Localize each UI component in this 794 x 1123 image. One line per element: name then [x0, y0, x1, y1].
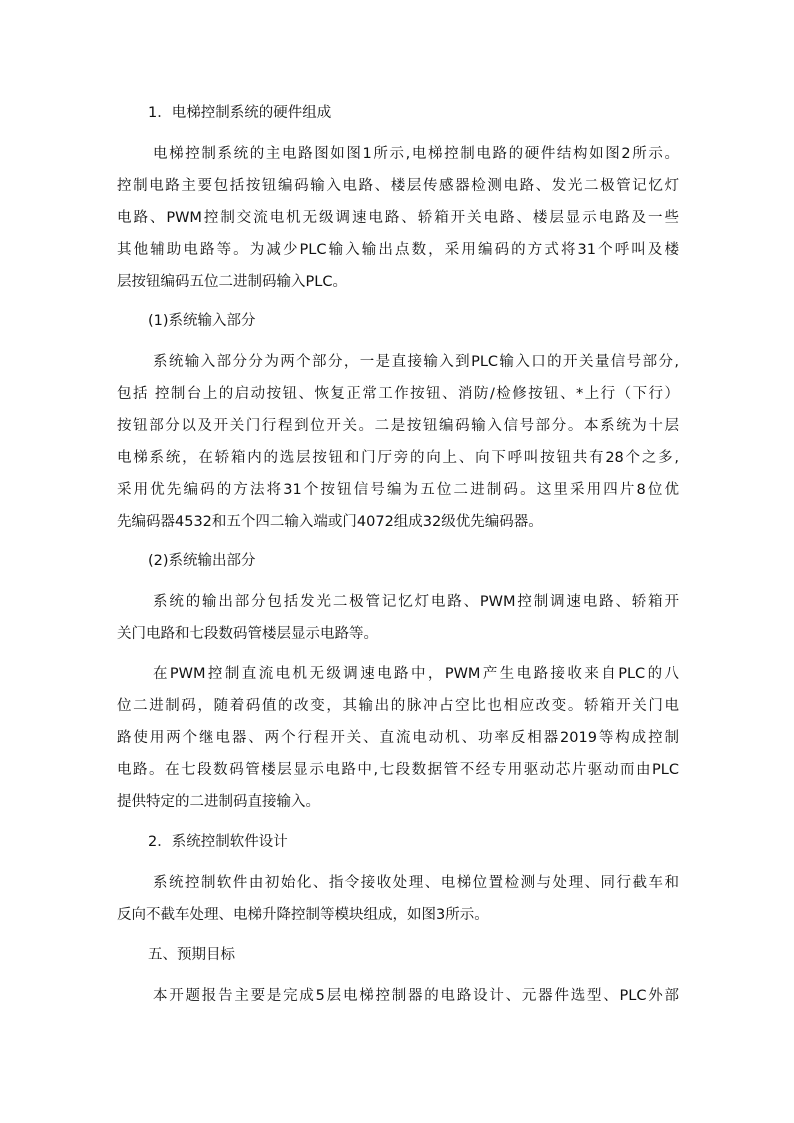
- section-heading-hardware: 1．电梯控制系统的硬件组成: [148, 105, 332, 121]
- paragraph-system-output: [117, 592, 679, 644]
- text-line: 按钮部分以及开关门行程到位开关。二是按钮编码输入信号部分。本系统为十层: [117, 418, 679, 434]
- text-line: 系统的输出部分包括发光二极管记忆灯电路、PWM控制调速电路、轿箱开: [153, 594, 679, 610]
- text-line: 采用优先编码的方法将31个按钮信号编为五位二进制码。这里采用四片8位优: [117, 482, 679, 498]
- text-line: 其他辅助电路等。为减少PLC输入输出点数，采用编码的方式将31个呼叫及楼: [117, 242, 679, 258]
- text-line: 系统输入部分分为两个部分，一是直接输入到PLC输入口的开关量信号部分,: [153, 354, 679, 370]
- subsection-heading-input: (1)系统输入部分: [148, 313, 256, 329]
- text-line: 电路。在七段数码管楼层显示电路中,七段数据管不经专用驱动芯片驱动而由PLC: [117, 762, 679, 778]
- text-line: 路使用两个继电器、两个行程开关、直流电动机、功率反相器2019等构成控制: [117, 730, 679, 746]
- text-line: 先编码器4532和五个四二输入端或门4072组成32级优先编码器。: [117, 514, 543, 530]
- paragraph-pwm-control: [117, 664, 679, 812]
- text-line: 反向不截车处理、电梯升降控制等模块组成，如图3所示。: [117, 907, 489, 923]
- text-line: 关门电路和七段数码管楼层显示电路等。: [117, 626, 378, 642]
- text-line: 本开题报告主要是完成5层电梯控制器的电路设计、元器件选型、PLC外部: [153, 988, 679, 1004]
- text-line: 在PWM控制直流电机无级调速电路中，PWM产生电路接收来自PLC的八: [153, 666, 679, 682]
- paragraph-expected-goals: [117, 986, 679, 1006]
- text-line: 电梯控制系统的主电路图如图1所示,电梯控制电路的硬件结构如图2所示。: [153, 146, 679, 162]
- text-line: 电路、PWM控制交流电机无级调速电路、轿箱开关电路、楼层显示电路及一些: [117, 210, 679, 226]
- text-line: 层按钮编码五位二进制码输入PLC。: [117, 274, 347, 290]
- text-line: 电梯系统，在轿箱内的选层按钮和门厅旁的向上、向下呼叫按钮共有28个之多,: [117, 450, 679, 466]
- text-line: 包括 控制台上的启动按钮、恢复正常工作按钮、消防/检修按钮、*上行（下行）: [117, 386, 679, 402]
- section-heading-software: 2．系统控制软件设计: [148, 834, 288, 850]
- text-line: 控制电路主要包括按钮编码输入电路、楼层传感器检测电路、发光二极管记忆灯: [117, 178, 679, 194]
- subsection-heading-output: (2)系统输出部分: [148, 553, 256, 569]
- text-line: 提供特定的二进制码直接输入。: [117, 794, 320, 810]
- paragraph-system-input: [117, 352, 679, 532]
- paragraph-hardware-overview: [117, 144, 679, 292]
- text-line: 位二进制码，随着码值的改变，其输出的脉冲占空比也相应改变。轿箱开关门电: [117, 698, 679, 714]
- section-heading-expected-goals: 五、预期目标: [148, 947, 235, 963]
- text-line: 系统控制软件由初始化、指令接收处理、电梯位置检测与处理、同行截车和: [153, 875, 679, 891]
- paragraph-software-design: [117, 873, 679, 925]
